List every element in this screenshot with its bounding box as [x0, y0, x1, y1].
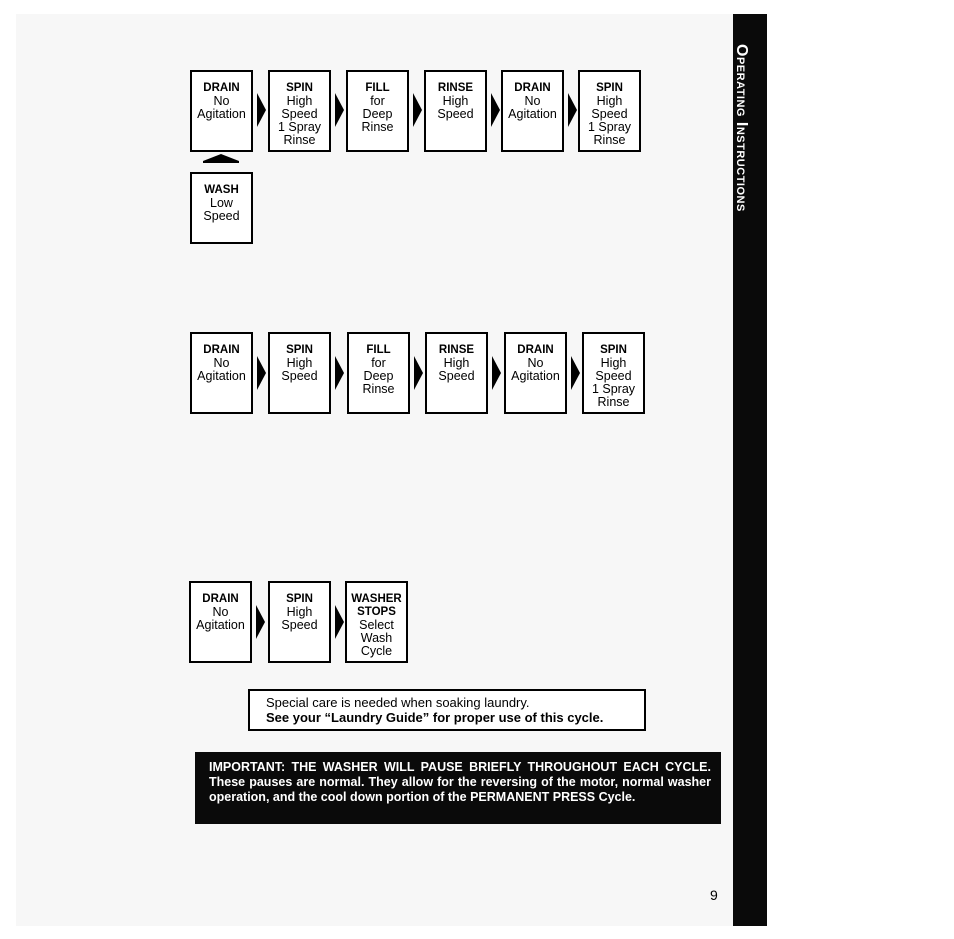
- note-line-2: See your “Laundry Guide” for proper use of this cycle.: [266, 710, 604, 725]
- step-line: Rinse: [593, 133, 626, 147]
- step-title: SPIN: [286, 593, 313, 605]
- step-title: SPIN: [596, 82, 623, 94]
- flow-arrow-icon: [335, 356, 344, 390]
- flow3-step-drain: [189, 581, 252, 663]
- flow-arrow-icon: [335, 605, 344, 639]
- important-notice: [195, 752, 721, 824]
- step-line: Cycle: [360, 644, 393, 658]
- step-line: High: [443, 356, 470, 370]
- step-line: High: [596, 94, 623, 108]
- step-line: Select: [359, 618, 394, 632]
- step-line: Agitation: [511, 369, 560, 383]
- flow1-step-drain-2: [501, 70, 564, 152]
- step-title-2: STOPS: [357, 606, 396, 618]
- step-title: DRAIN: [203, 82, 240, 94]
- soaking-note: [248, 689, 646, 731]
- step-line: Speed: [281, 107, 318, 121]
- step-line: Agitation: [197, 107, 246, 121]
- step-title: DRAIN: [514, 82, 551, 94]
- step-title: FILL: [365, 82, 390, 94]
- step-line: Rinse: [597, 395, 630, 409]
- flow1-step-rinse: [424, 70, 487, 152]
- step-line: Rinse: [283, 133, 316, 147]
- step-line: for: [371, 356, 386, 370]
- step-line: 1 Spray: [587, 120, 632, 134]
- step-line: 1 Spray: [591, 382, 636, 396]
- step-line: No: [213, 94, 230, 108]
- step-line: High: [442, 94, 469, 108]
- section-tab-title: Operating Instructions: [733, 44, 750, 212]
- step-title: WASH: [204, 184, 239, 196]
- flow2-step-fill: [347, 332, 410, 414]
- step-line: Rinse: [362, 382, 395, 396]
- step-line: High: [286, 356, 313, 370]
- flow-arrow-icon: [257, 93, 266, 127]
- step-title: RINSE: [437, 82, 474, 94]
- step-title: SPIN: [600, 344, 627, 356]
- step-line: Speed: [281, 618, 318, 632]
- step-line: Speed: [437, 107, 474, 121]
- flow-arrow-icon: [492, 356, 501, 390]
- step-line: No: [213, 356, 230, 370]
- step-line: 1 Spray: [277, 120, 322, 134]
- important-text: IMPORTANT: THE WASHER WILL PAUSE BRIEFLY THROUGHOUT EACH CYCLE. These pauses are normal. They allow for the reversing of the motor, normal washer operation, and the cool down portion of the PERMANENT PRESS Cycle.: [209, 760, 711, 804]
- step-line: Speed: [281, 369, 318, 383]
- flow-arrow-icon: [335, 93, 344, 127]
- flow-arrow-icon: [568, 93, 577, 127]
- flow1-step-fill: [346, 70, 409, 152]
- flow-arrow-icon: [414, 356, 423, 390]
- step-title: DRAIN: [202, 593, 239, 605]
- step-line: No: [524, 94, 541, 108]
- flow2-step-drain: [190, 332, 253, 414]
- flow1-step-wash: [190, 172, 253, 244]
- flow3-step-washer-stops: [345, 581, 408, 663]
- note-line-1: Special care is needed when soaking laundry.: [266, 695, 530, 710]
- flow-arrow-icon: [571, 356, 580, 390]
- up-arrow-icon: [203, 154, 239, 161]
- step-line: Speed: [595, 369, 632, 383]
- step-title: DRAIN: [517, 344, 554, 356]
- step-line: No: [212, 605, 229, 619]
- step-title: WASHER: [351, 593, 402, 605]
- flow2-step-spin-2: [582, 332, 645, 414]
- step-line: High: [286, 94, 313, 108]
- flow-arrow-icon: [491, 93, 500, 127]
- step-line: Speed: [203, 209, 240, 223]
- flow1-step-spin-2: [578, 70, 641, 152]
- step-line: Speed: [438, 369, 475, 383]
- step-line: Rinse: [361, 120, 394, 134]
- section-tab: [733, 14, 767, 926]
- step-line: for: [370, 94, 385, 108]
- flow2-step-rinse: [425, 332, 488, 414]
- step-title: FILL: [366, 344, 391, 356]
- step-title: DRAIN: [203, 344, 240, 356]
- flow-arrow-icon: [256, 605, 265, 639]
- step-line: Agitation: [508, 107, 557, 121]
- step-title: RINSE: [438, 344, 475, 356]
- step-line: Deep: [362, 107, 393, 121]
- flow2-step-drain-2: [504, 332, 567, 414]
- up-arrow-bar: [203, 161, 239, 163]
- page-number: 9: [710, 887, 718, 903]
- step-line: Low: [210, 196, 233, 210]
- step-line: High: [600, 356, 627, 370]
- step-line: Agitation: [196, 618, 245, 632]
- step-line: Agitation: [197, 369, 246, 383]
- flow1-step-drain: [190, 70, 253, 152]
- step-line: Deep: [363, 369, 394, 383]
- flow3-step-spin: [268, 581, 331, 663]
- step-line: Speed: [591, 107, 628, 121]
- step-line: No: [527, 356, 544, 370]
- flow2-step-spin: [268, 332, 331, 414]
- flow1-step-spin: [268, 70, 331, 152]
- flow-arrow-icon: [257, 356, 266, 390]
- step-line: High: [286, 605, 313, 619]
- step-title: SPIN: [286, 82, 313, 94]
- flow-arrow-icon: [413, 93, 422, 127]
- step-title: SPIN: [286, 344, 313, 356]
- step-line: Wash: [360, 631, 393, 645]
